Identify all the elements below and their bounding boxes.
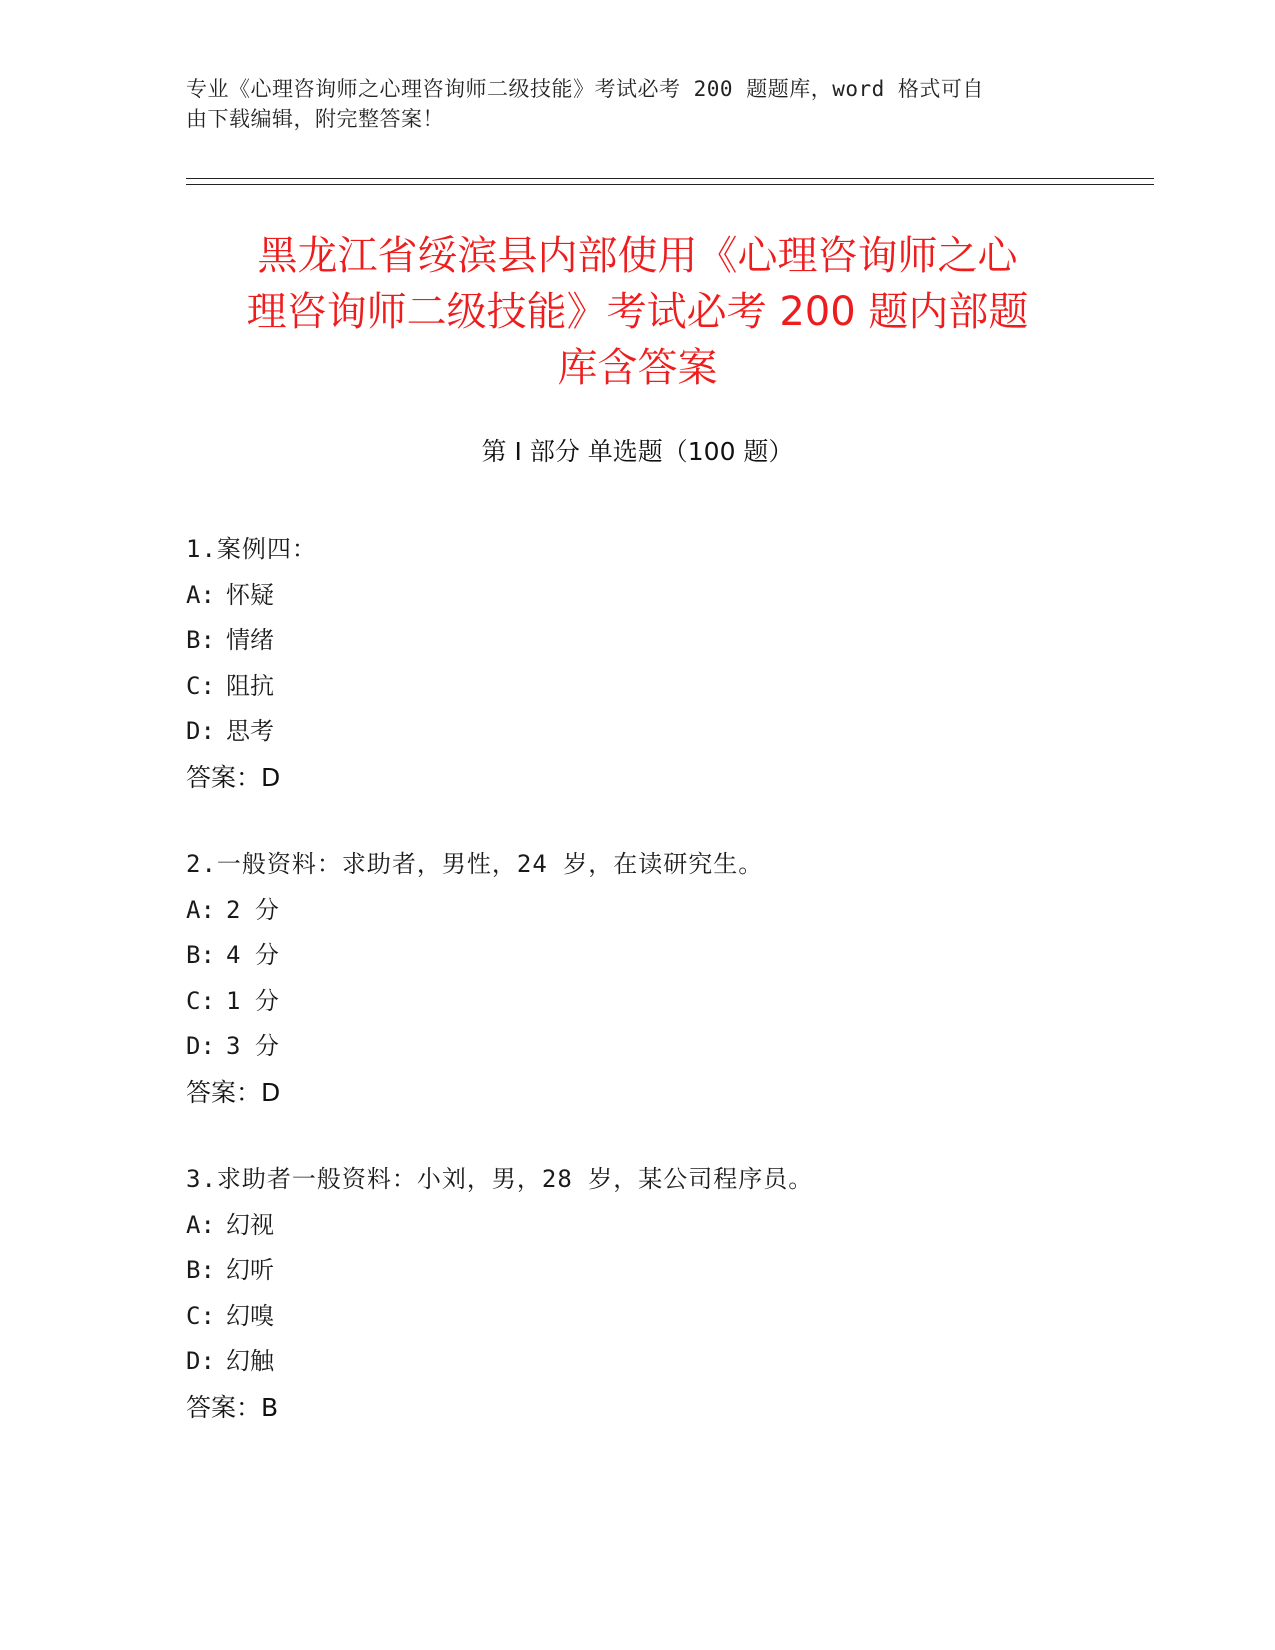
- option-letter: A:: [186, 1210, 215, 1239]
- option-a: [186, 1203, 1086, 1249]
- option-text: 阻抗: [226, 671, 274, 700]
- option-text: 情绪: [226, 626, 274, 654]
- question-item: [186, 842, 1086, 1115]
- option-letter: C:: [186, 671, 215, 700]
- option-letter: B:: [186, 1256, 215, 1284]
- answer-line: 答案：D: [186, 1077, 281, 1107]
- option-d: [186, 1024, 1086, 1070]
- intro-paragraph: [186, 74, 1066, 134]
- option-a: [186, 888, 1086, 934]
- option-letter: D:: [186, 1347, 215, 1375]
- option-b: [186, 1248, 1086, 1294]
- option-d: [186, 709, 1086, 755]
- document-title: [150, 228, 1125, 396]
- option-text: 幻听: [226, 1256, 274, 1284]
- title-line-3: 库含答案: [557, 345, 718, 391]
- option-text: 幻触: [226, 1347, 274, 1375]
- option-c: [186, 1294, 1086, 1340]
- option-text: 2 分: [226, 895, 279, 924]
- option-d: [186, 1339, 1086, 1385]
- option-letter: B:: [186, 626, 215, 654]
- option-b: [186, 618, 1086, 664]
- option-text: 幻视: [226, 1210, 274, 1239]
- option-c: [186, 979, 1086, 1025]
- option-text: 怀疑: [226, 580, 274, 609]
- option-b: [186, 933, 1086, 979]
- answer-line: 答案：D: [186, 762, 281, 792]
- option-letter: C:: [186, 1301, 215, 1330]
- option-letter: A:: [186, 580, 215, 609]
- title-line-1: 黑龙江省绥滨县内部使用《心理咨询师之心: [257, 233, 1018, 279]
- option-text: 幻嗅: [226, 1301, 274, 1330]
- question-item: [186, 527, 1086, 800]
- question-item: [186, 1157, 1086, 1430]
- option-c: [186, 664, 1086, 710]
- question-stem: 2.一般资料：求助者，男性，24 岁，在读研究生。: [186, 850, 764, 878]
- answer-line: 答案：B: [186, 1392, 279, 1422]
- section-heading: 第 I 部分 单选题（100 题）: [481, 437, 794, 466]
- title-line-2: 理咨询师二级技能》考试必考 200 题内部题: [246, 289, 1029, 335]
- option-text: 3 分: [226, 1032, 279, 1060]
- intro-line-2: 由下载编辑，附完整答案！: [186, 107, 444, 131]
- question-stem: 3.求助者一般资料：小刘，男，28 岁，某公司程序员。: [186, 1165, 814, 1193]
- header-rule-top: [186, 178, 1154, 179]
- option-text: 思考: [226, 717, 274, 745]
- option-a: [186, 573, 1086, 619]
- option-text: 1 分: [226, 986, 279, 1015]
- intro-line-1: 专业《心理咨询师之心理咨询师二级技能》考试必考 200 题题库，word 格式可自: [186, 77, 984, 101]
- option-text: 4 分: [226, 941, 279, 969]
- header-rule-bottom: [186, 184, 1154, 185]
- option-letter: C:: [186, 986, 215, 1015]
- option-letter: D:: [186, 717, 215, 745]
- option-letter: B:: [186, 941, 215, 969]
- question-list: [186, 527, 1086, 1430]
- option-letter: D:: [186, 1032, 215, 1060]
- option-letter: A:: [186, 895, 215, 924]
- question-stem: 1.案例四：: [186, 535, 317, 563]
